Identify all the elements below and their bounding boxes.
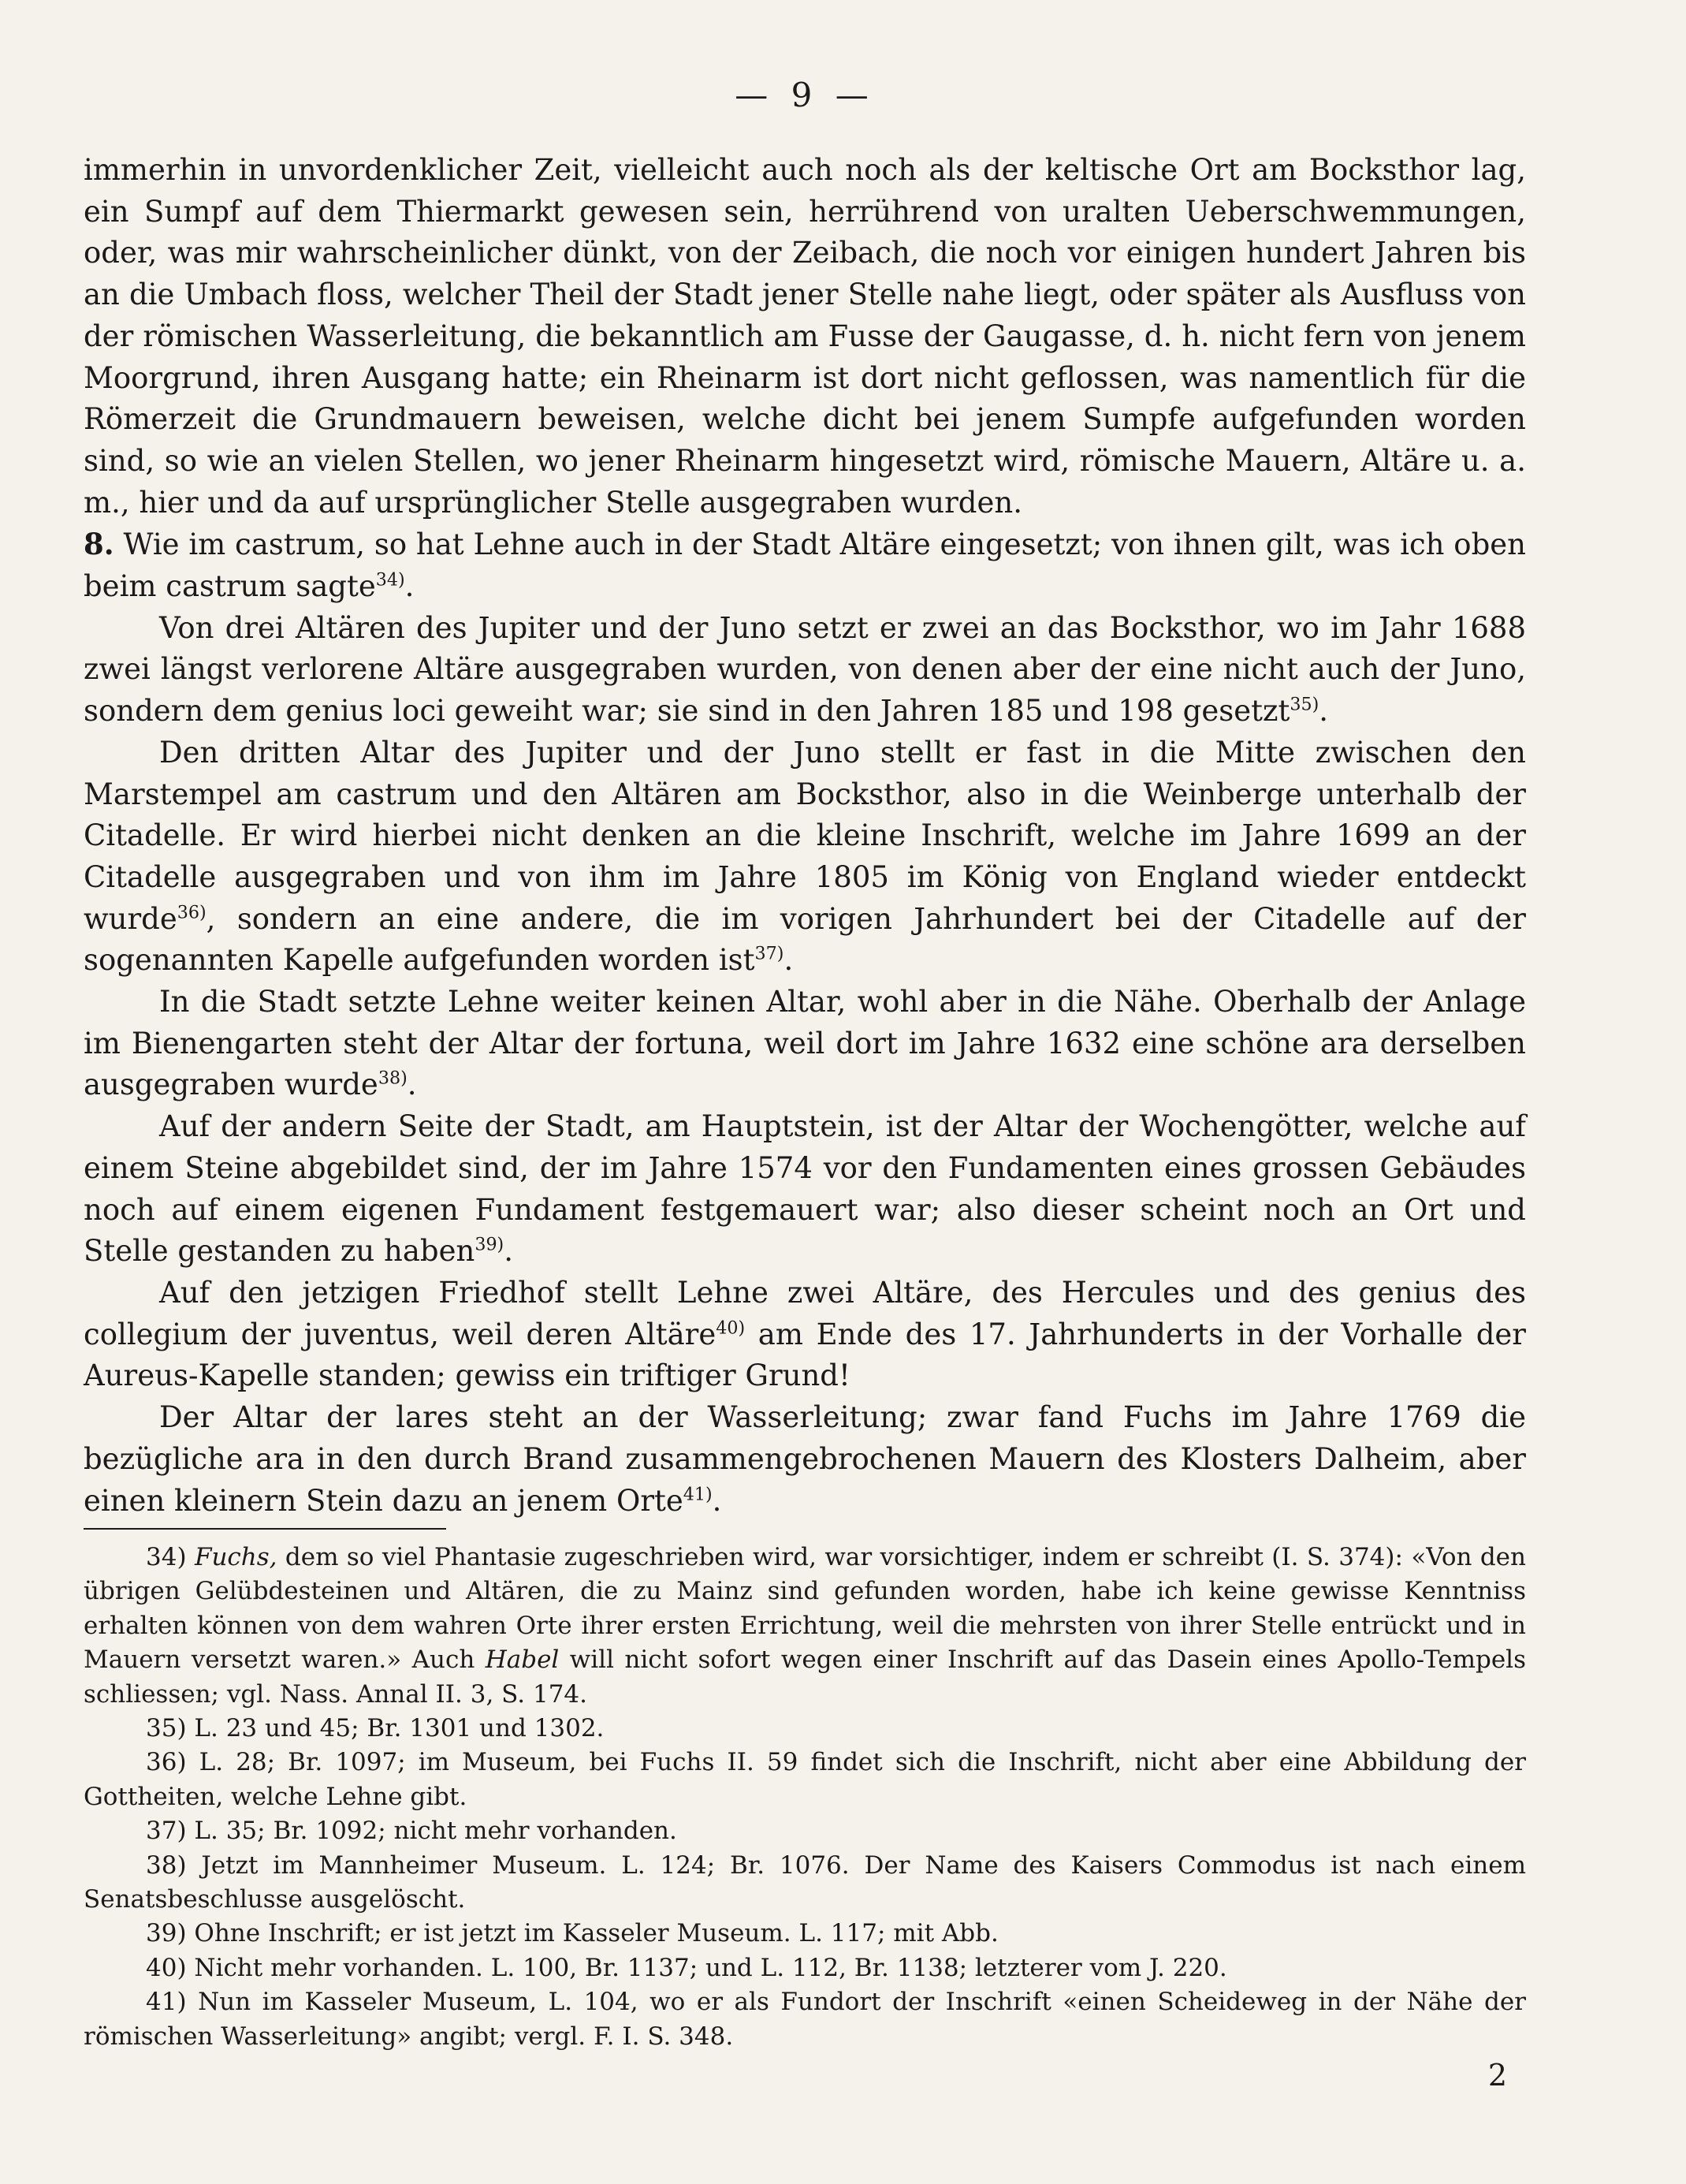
paragraph: Den dritten Altar des Jupiter und der Juno stellt er fast in die Mitte zwischen den Marstempel am castrum und den Altären am Bocksthor, also in die Weinberge unterhalb der Citadelle. Er wird hierbei nicht denken an die kleine Inschrift, welche im Jahre 1699 an der Citadelle ausgegraben und von ihm im Jahre 1805 im König von England wieder entdeckt wurde$^{36)}$, sondern an eine andere, die im vorigen Jahrhundert bei der Citadelle auf der sogenannten Kapelle aufgefunden worden ist$^{37)}$. <box>84 735 1526 978</box>
paragraph: In die Stadt setzte Lehne weiter keinen Altar, wohl aber in die Nähe. Oberhalb der Anlage im Bienengarten steht der Altar der fortuna, weil dort im Jahre 1632 eine schöne ara derselben ausgegraben wurde$^{38)}$. <box>84 985 1526 1102</box>
paragraph: Auf der andern Seite der Stadt, am Hauptstein, ist der Altar der Wochengötter, welche auf einem Steine abgebildet sind, der im Jahre 1574 vor den Fundamenten eines grossen Gebäudes noch auf einem eigenen Fundament festgemauert war; also dieser scheint noch an Ort und Stelle gestanden zu haben$^{39)}$. <box>84 1109 1526 1269</box>
footnote: 40) Nicht mehr vorhanden. L. 100, Br. 1137; und L. 112, Br. 1138; letzterer vom J. 220. <box>146 1953 1227 1982</box>
footnote: 39) Ohne Inschrift; er ist jetzt im Kasseler Museum. L. 117; mit Abb. <box>146 1919 999 1948</box>
footnote-ref[interactable]: 40) <box>716 1317 746 1339</box>
footnote-ref[interactable]: 34) <box>375 569 405 591</box>
footnote: 41) Nun im Kasseler Museum, L. 104, wo er als Fundort der Inschrift «einen Scheideweg in der Nähe der römischen Wasserleitung» angibt; vergl. F. I. S. 348. <box>84 1988 1526 2051</box>
footnote-ref[interactable]: 39) <box>475 1234 504 1255</box>
footnote: 34) Fuchs, dem so viel Phantasie zugeschrieben wird, war vorsichtiger, indem er schreibt (I. S. 374): «Von den übrigen Gelübdesteinen und Altären, die zu Mainz sind gefunden worden, habe ich keine gewisse Kenntniss erhalten können von dem wahren Orte ihrer ersten Errichtung, weil die mehrsten von ihrer Stelle entrückt und in Mauern versetzt waren.» Auch Habel will nicht sofort wegen einer Inschrift auf das Dasein eines Apollo-Tempels schliessen; vgl. Nass. Annal II. 3, S. 174. <box>84 1543 1527 1709</box>
footnote-ref[interactable]: 37) <box>754 944 784 965</box>
paragraph: Auf den jetzigen Friedhof stellt Lehne zwei Altäre, des Hercules und des genius des collegium der juventus, weil deren Altäre$^{40)}$ am Ende des 17. Jahrhunderts in der Vorhalle der Aureus-Kapelle standen; gewiss ein triftiger Grund! <box>84 1275 1526 1393</box>
footnote-ref[interactable]: 36) <box>177 902 207 923</box>
footnote-divider <box>84 1528 446 1530</box>
paragraph: 8. Wie im castrum, so hat Lehne auch in der Stadt Altäre eingesetzt; von ihnen gilt, was ich oben beim castrum sagte$^{34)}$. <box>84 527 1526 604</box>
signature-mark: 2 <box>1487 2058 1507 2093</box>
paragraph: immerhin in unvordenklicher Zeit, vielleicht auch noch als der keltische Ort am Bocksthor lag, ein Sumpf auf dem Thiermarkt gewesen sein, herrührend von uralten Ueberschwemmungen, oder, was mir wahrscheinlicher dünkt, von der Zeibach, die noch vor einigen hundert Jahren bis an die Umbach floss, welcher Theil der Stadt jener Stelle nahe liegt, oder später als Ausfluss von der römischen Wasserleitung, die bekanntlich am Fusse der Gaugasse, d. h. nicht fern von jenem Moorgrund, ihren Ausgang hatte; ein Rheinarm ist dort nicht geflossen, was namentlich für die Römerzeit die Grundmauern beweisen, welche dicht bei jenem Sumpfe aufgefunden worden sind, so wie an vielen Stellen, wo jener Rheinarm hingesetzt wird, römische Mauern, Altäre u. a. m., hier und da auf ursprünglicher Stelle ausgegraben wurden. <box>84 153 1526 520</box>
paragraph: Von drei Altären des Jupiter und der Juno setzt er zwei an das Bocksthor, wo im Jahr 1688 zwei längst verlorene Altäre ausgegraben wurden, von denen aber der eine nicht auch der Juno, sondern dem genius loci geweiht war; sie sind in den Jahren 185 und 198 gesetzt$^{35)}$. <box>84 610 1526 729</box>
footnote: 35) L. 23 und 45; Br. 1301 und 1302. <box>146 1714 605 1743</box>
footnote: 38) Jetzt im Mannheimer Museum. L. 124; Br. 1076. Der Name des Kaisers Commodus ist nach einem Senatsbeschlusse ausgelöscht. <box>84 1850 1527 1914</box>
footnotes <box>84 1541 1526 2054</box>
footnote: 36) L. 28; Br. 1097; im Museum, bei Fuchs II. 59 findet sich die Inschrift, nicht aber eine Abbildung der Gottheiten, welche Lehne gibt. <box>84 1748 1527 1811</box>
footnote: 37) L. 35; Br. 1092; nicht mehr vorhanden. <box>146 1817 677 1846</box>
footnote-ref[interactable]: 41) <box>683 1484 713 1505</box>
paragraph: Der Altar der lares steht an der Wasserleitung; zwar fand Fuchs im Jahre 1769 die bezügliche ara in den durch Brand zusammengebrochenen Mauern des Klosters Dalheim, aber einen kleinern Stein dazu an jenem Orte$^{41)}$. <box>84 1400 1526 1518</box>
page-number: — 9 — <box>735 76 875 114</box>
main-text <box>84 150 1526 1522</box>
document-page <box>84 0 1526 2184</box>
section-number: 8. <box>84 527 114 562</box>
footnote-ref[interactable]: 35) <box>1290 694 1319 715</box>
footnote-ref[interactable]: 38) <box>378 1068 408 1090</box>
